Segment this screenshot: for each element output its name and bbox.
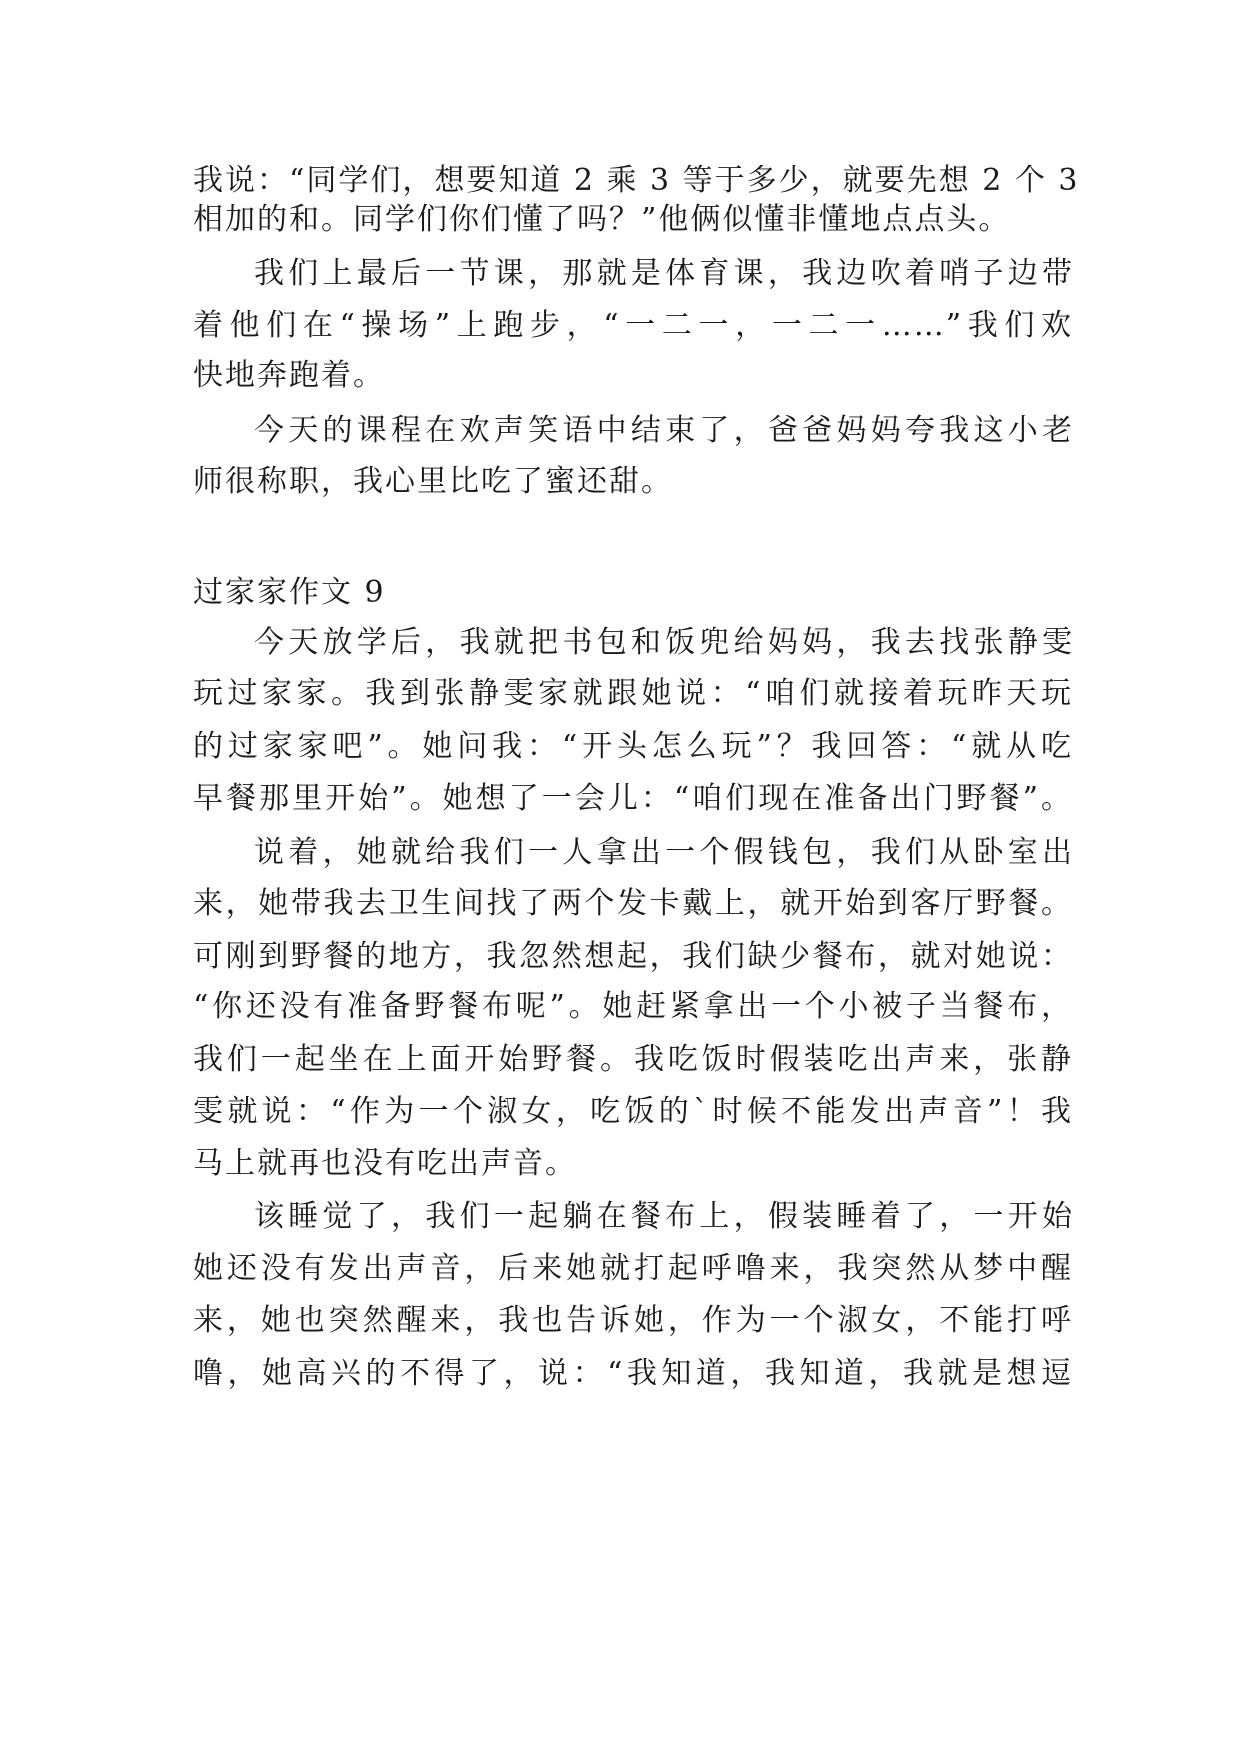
section-title: 过家家作文 9 xyxy=(193,575,386,610)
text-line: 玩过家家。我到张静雯家就跟她说：“咱们就接着玩昨天玩 xyxy=(193,676,1073,711)
text-line: 来，她也突然醒来，我也告诉她，作为一个淑女，不能打呼 xyxy=(193,1303,1073,1338)
text-line: 马上就再也没有吃出声音。 xyxy=(193,1146,577,1181)
text-line: 该睡觉了，我们一起躺在餐布上，假装睡着了，一开始 xyxy=(254,1199,1074,1234)
text-line: 可刚到野餐的地方，我忽然想起，我们缺少餐布，就对她说： xyxy=(193,939,1073,974)
text-line: 今天放学后，我就把书包和饭兜给妈妈，我去找张静雯 xyxy=(254,625,1074,660)
text-line: 我们上最后一节课，那就是体育课，我边吹着哨子边带 xyxy=(254,256,1074,291)
text-line: 她还没有发出声音，后来她就打起呼噜来，我突然从梦中醒 xyxy=(193,1251,1073,1286)
text-line: 的过家家吧”。她问我：“开头怎么玩”？我回答：“就从吃 xyxy=(193,729,1073,764)
text-line: 师很称职，我心里比吃了蜜还甜。 xyxy=(193,464,673,499)
text-line: 噜，她高兴的不得了，说：“我知道，我知道，我就是想逗 xyxy=(193,1356,1073,1391)
text-line: 我们一起坐在上面开始野餐。我吃饭时假装吃出声来，张静 xyxy=(193,1042,1073,1077)
text-line: 着他们在“操场”上跑步，“一二一，一二一……”我们欢 xyxy=(193,308,1073,343)
text-line: 相加的和。同学们你们懂了吗？”他俩似懂非懂地点点头。 xyxy=(193,202,1011,237)
text-line: “你还没有准备野餐布呢”。她赶紧拿出一个小被子当餐布， xyxy=(193,989,1073,1024)
text-line: 快地奔跑着。 xyxy=(193,358,385,393)
text-line: 来，她带我去卫生间找了两个发卡戴上，就开始到客厅野餐。 xyxy=(193,886,1073,921)
text-line: 早餐那里开始”。她想了一会儿：“咱们现在准备出门野餐”。 xyxy=(193,781,1073,816)
text-line: 我说：“同学们，想要知道 2 乘 3 等于多少，就要先想 2 个 3 xyxy=(193,163,1080,198)
text-line: 说着，她就给我们一人拿出一个假钱包，我们从卧室出 xyxy=(254,835,1074,870)
text-line: 今天的课程在欢声笑语中结束了，爸爸妈妈夸我这小老 xyxy=(254,413,1074,448)
text-line: 雯就说：“作为一个淑女，吃饭的`时候不能发出声音”！我 xyxy=(193,1094,1073,1129)
